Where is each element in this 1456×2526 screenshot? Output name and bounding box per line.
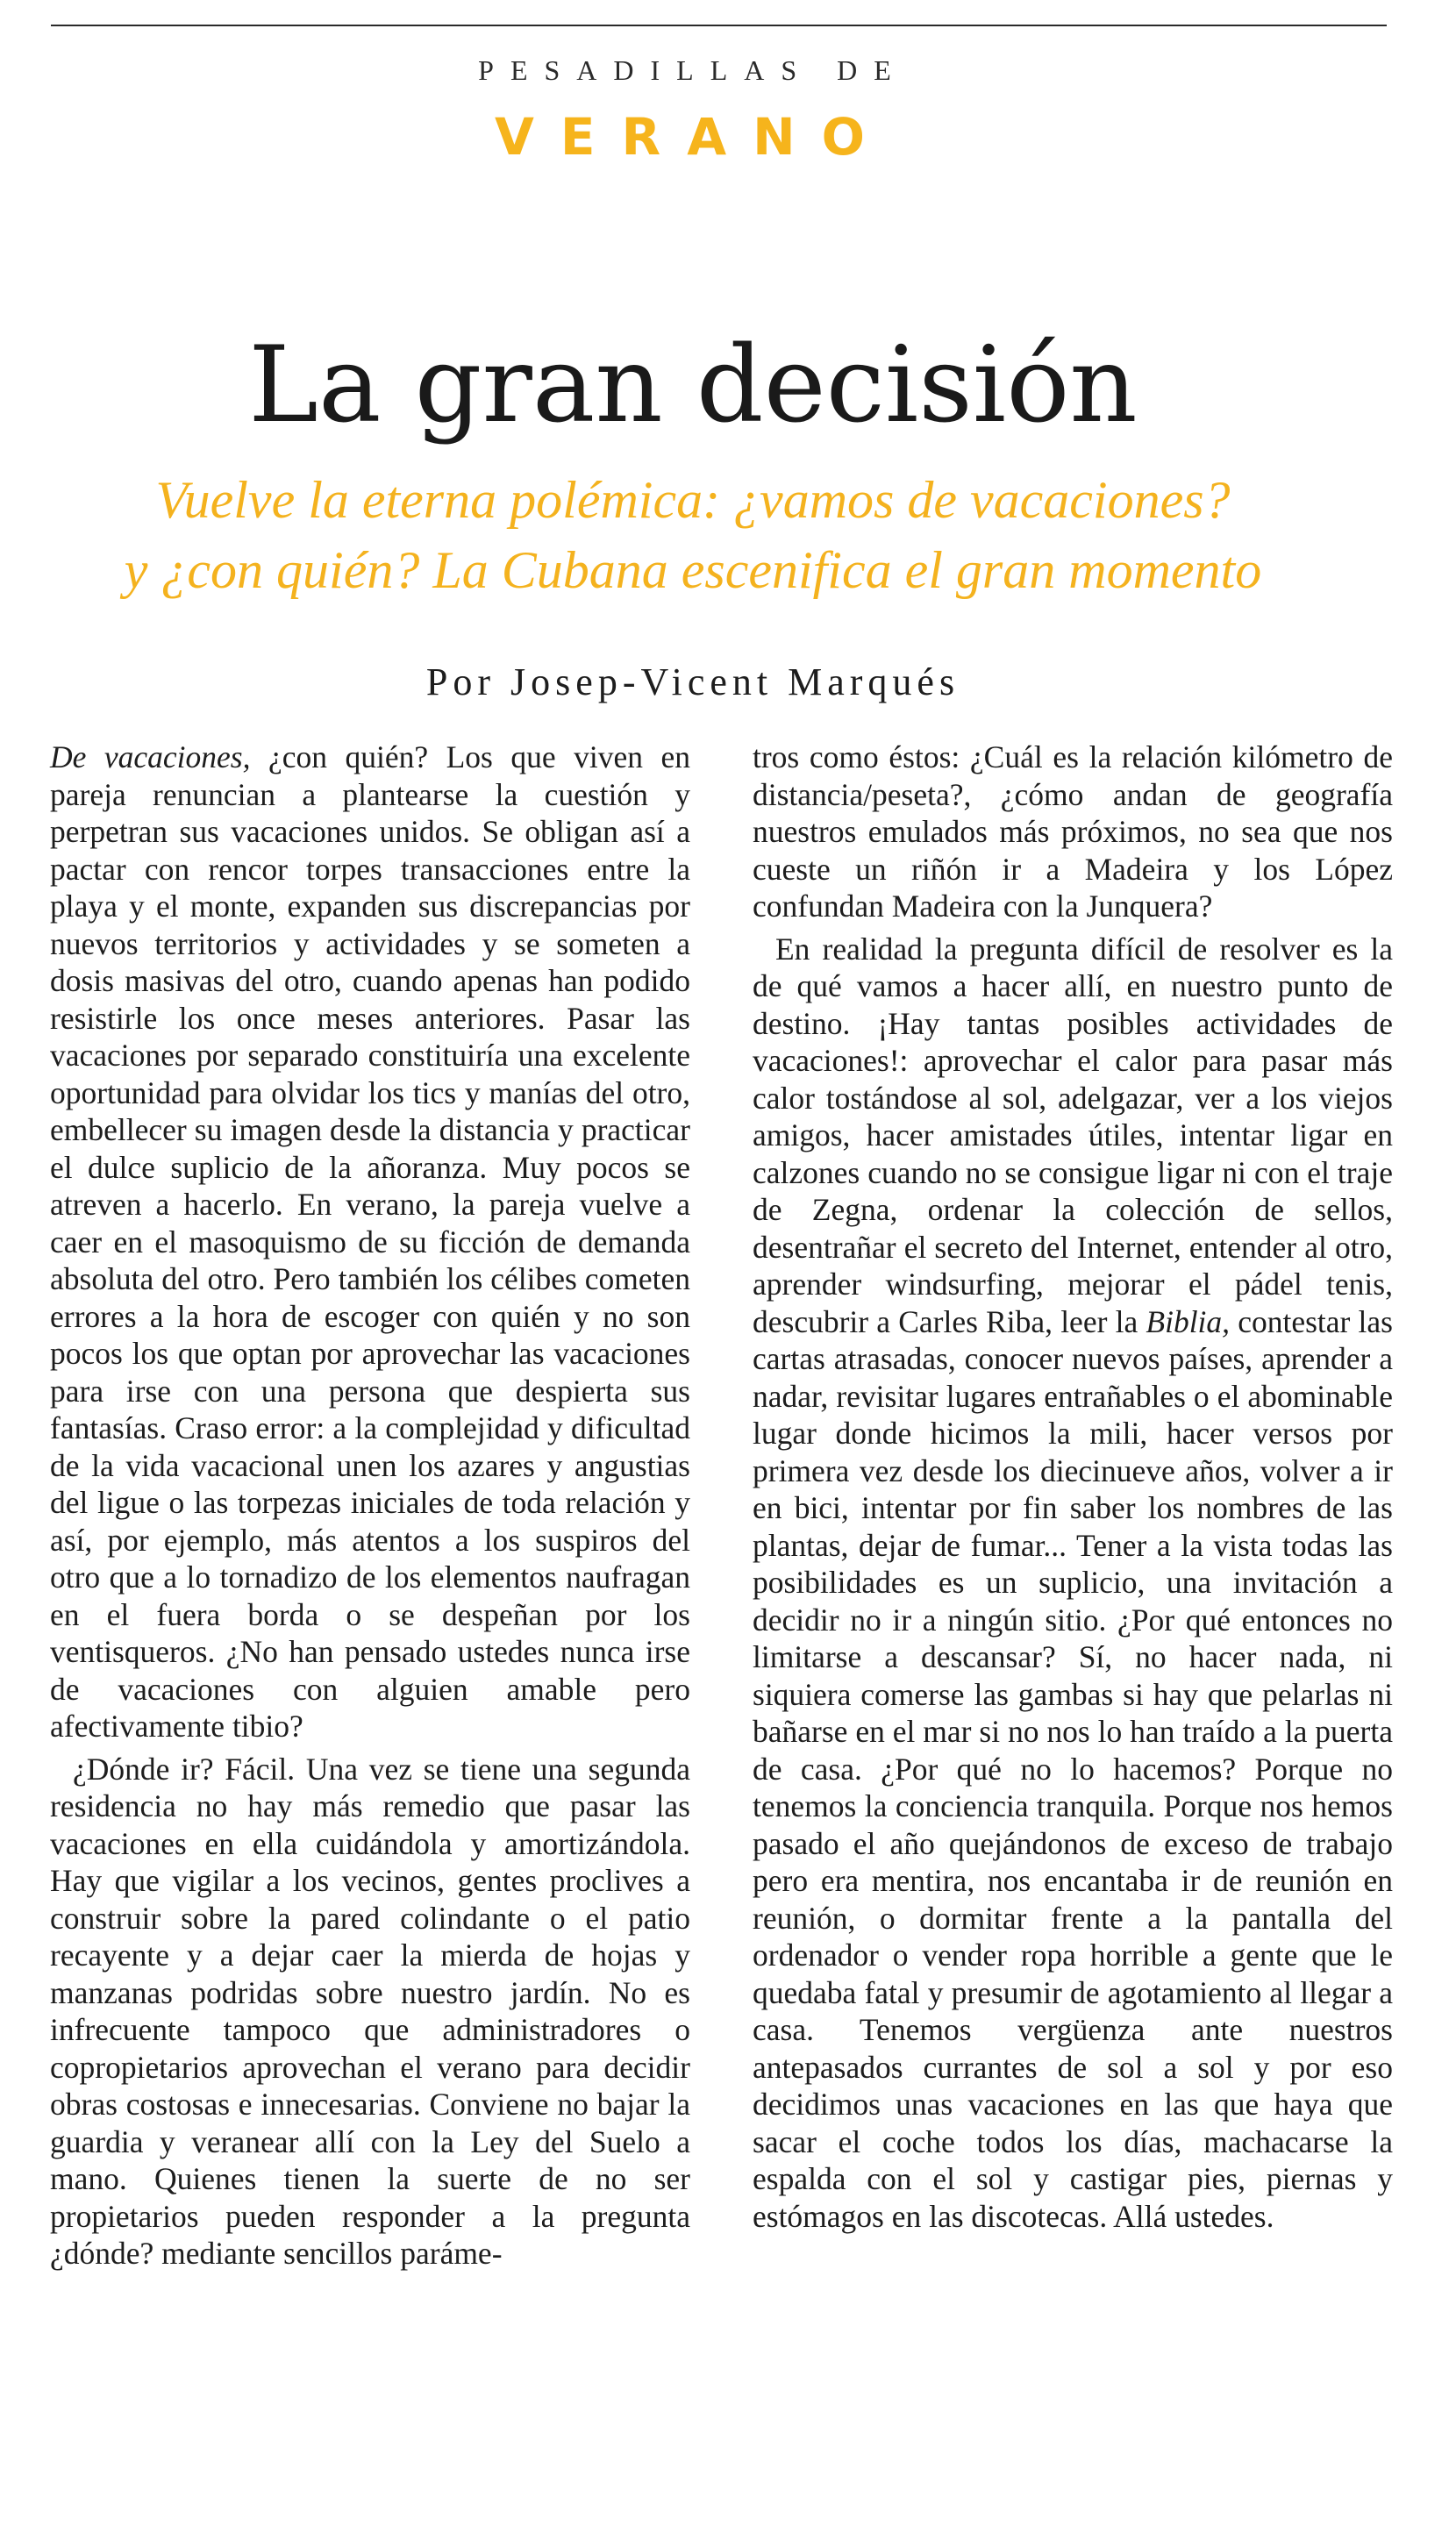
paragraph (753, 931, 1393, 2236)
lead-in-italic: De vacaciones, (50, 739, 251, 774)
paragraph-text: En realidad la pregunta difícil de resolver es la de qué vamos a hacer allí, en nuestro punto de destino. ¡Hay tantas posibles actividades de vacaciones!: aprovechar el calor para pasar más calor tostándose al sol, adelgazar, ver a los viejos amigos, hacer amistades útiles, intentar ligar en calzones cuando no se consigue ligar ni con el traje de Zegna, ordenar la colección de sellos, desentrañar el secreto del Internet, entender al otro, aprender windsurfing, mejorar el pádel tenis, descubrir a Carles Riba, leer la (753, 931, 1393, 1339)
paragraph-text: ¿con quién? Los que viven en pareja renuncian a plantearse la cuestión y perpetran sus vacaciones unidos. Se obligan así a pactar con rencor torpes transacciones entre la playa y el monte, expanden sus discrepancias por nuevos territorios y actividades y se someten a dosis masivas del otro, cuando apenas han podido resistirle los once meses anteriores. Pasar las vacaciones por separado constituiría una excelente oportunidad para olvidar los tics y manías del otro, embellecer su imagen desde la distancia y practicar el dulce suplicio de la añoranza. Muy pocos se atreven a hacerlo. En verano, la pareja vuelve a caer en el masoquismo de su ficción de demanda absoluta del otro. Pero también los célibes cometen errores a la hora de escoger con quién y no son pocos los que optan por aprovechar las vacaciones para irse con una persona que despierta sus fantasías. Craso error: a la complejidad y dificultad de la vida vacacional unen los azares y angustias del ligue o las torpezas iniciales de toda relación y así, por ejemplo, más atentos a los suspiros del otro que a lo tornadizo de los elementos naufragan en el fuera borda o se despeñan por los ventisqueros. ¿No han pensado ustedes nunca irse de vacaciones con alguien amable pero afectivamente tibio? (50, 739, 690, 1744)
dek-line: y ¿con quién? La Cubana escenifica el gran momento (124, 541, 1262, 599)
article-byline: Por Josep-Vicent Marqués (425, 660, 960, 703)
paragraph: tros como éstos: ¿Cuál es la relación kilómetro de distancia/peseta?, ¿cómo andan de geografía nuestros emulados más próximos, no sea que nos cueste un riñón ir a Madeira y los López confundan Madeira con la Junquera? (753, 739, 1393, 924)
paragraph (50, 739, 690, 1745)
section-kicker: PESADILLAS DE (478, 54, 908, 86)
article-column-right (753, 739, 1393, 2235)
dek-line: Vuelve la eterna polémica: ¿vamos de vacaciones? (155, 471, 1231, 529)
paragraph-text: contestar las cartas atrasadas, conocer nuevos países, aprender a nadar, revisitar lugares entrañables o el abominable lugar donde hicimos la mili, hacer versos por primera vez desde los diecinueve años, volver a ir en bici, intentar por fin saber los nombres de las plantas, dejar de fumar... Tener a la vista todas las posibilidades es un suplicio, una invitación a decidir no ir a ningún sitio. ¿Por qué entonces no limitarse a descansar? Sí, no hacer nada, ni siquiera comerse las gambas si hay que pelarlas ni bañarse en el mar si no nos lo han traído a la puerta de casa. ¿Por qué no lo hacemos? Porque no tenemos la conciencia tranquila. Porque nos hemos pasado el año quejándonos de exceso de trabajo pero era mentira, nos encantaba ir de reunión en reunión, o dormitar frente a la pantalla del ordenador o vender ropa horrible a gente que le quedaba fatal y presumir de agotamiento al llegar a casa. Tenemos vergüenza ante nuestros antepasados currantes de sol a sol y por eso decidimos unas vacaciones en las que haya que sacar el coche todos los días, machacarse la espalda con el sol y castigar pies, piernas y estómagos en las discotecas. Allá ustedes. (753, 1303, 1393, 2234)
top-rule (51, 25, 1387, 26)
article-dek (0, 465, 1386, 605)
italic-title: Biblia, (1146, 1303, 1231, 1339)
article-column-left (50, 739, 690, 2273)
section-title: VERANO (495, 107, 891, 167)
paragraph: ¿Dónde ir? Fácil. Una vez se tiene una segunda residencia no hay más remedio que pasar las vacaciones en ella cuidándola y amortizándola. Hay que vigilar a los vecinos, gentes proclives a construir sobre la pared colindante o el patio recayente y a dejar caer la mierda de hojas y manzanas podridas sobre nuestro jardín. No es infrecuente tampoco que administradores o copropietarios aprovechan el verano para decidir obras costosas e innecesarias. Conviene no bajar la guardia y veranear allí con la Ley del Suelo a mano. Quienes tienen la suerte de no ser propietarios pueden responder a la pregunta ¿dónde? mediante sencillos paráme- (50, 1751, 690, 2271)
article-headline: La gran decisión (248, 325, 1138, 446)
